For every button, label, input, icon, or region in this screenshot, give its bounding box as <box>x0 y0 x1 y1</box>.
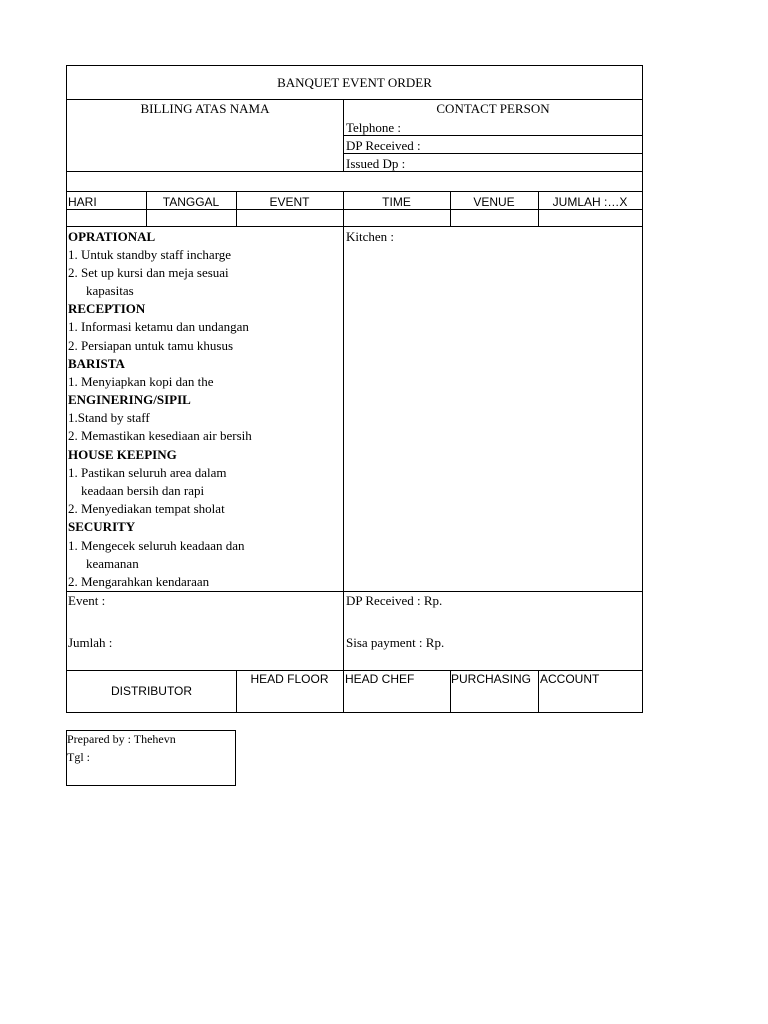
dept-item: 2. Menyediakan tempat sholat <box>68 501 225 516</box>
issued-dp-label: Issued Dp : <box>346 156 406 171</box>
dept-item: keadaan bersih dan rapi <box>81 483 205 498</box>
dept-barista: BARISTA <box>68 356 125 371</box>
rule <box>67 191 642 192</box>
dept-item: kapasitas <box>86 283 134 298</box>
event-label: Event : <box>68 593 106 608</box>
prepared-box <box>66 730 236 786</box>
col-venue: VENUE <box>473 195 515 209</box>
kitchen-label: Kitchen : <box>346 229 395 244</box>
prepared-tgl: Tgl : <box>67 750 90 764</box>
dept-item: 1. Untuk standby staff incharge <box>68 247 232 262</box>
col-hari: HARI <box>68 195 97 209</box>
rule <box>67 226 642 227</box>
sig-account: ACCOUNT <box>540 672 600 686</box>
dept-oprational: OPRATIONAL <box>68 229 156 244</box>
banquet-event-order-form <box>66 65 643 713</box>
sig-head-chef: HEAD CHEF <box>345 672 415 686</box>
dept-engineering: ENGINERING/SIPIL <box>68 392 191 407</box>
dept-house-keeping: HOUSE KEEPING <box>68 447 177 462</box>
dept-security: SECURITY <box>68 519 136 534</box>
dept-item: 1. Mengecek seluruh keadaan dan <box>68 538 245 553</box>
sig-purchasing: PURCHASING <box>451 672 532 686</box>
dp-received-label: DP Received : <box>346 138 421 153</box>
dept-reception: RECEPTION <box>68 301 146 316</box>
dept-item: 1. Informasi ketamu dan undangan <box>68 319 249 334</box>
sig-distributor: DISTRIBUTOR <box>110 684 193 698</box>
rule <box>343 191 344 712</box>
rule <box>67 591 642 592</box>
sig-head-floor: HEAD FLOOR <box>250 672 329 686</box>
dept-item: 2. Memastikan kesediaan air bersih <box>68 428 252 443</box>
col-event: EVENT <box>269 195 310 209</box>
dept-item: 2. Persiapan untuk tamu khusus <box>68 338 234 353</box>
telphone-label: Telphone : <box>346 120 402 135</box>
dept-item: 1. Menyiapkan kopi dan the <box>68 374 214 389</box>
col-jumlah: JUMLAH :…X <box>552 195 628 209</box>
dept-item: 2. Set up kursi dan meja sesuai <box>68 265 229 280</box>
col-tanggal: TANGGAL <box>162 195 220 209</box>
dept-item: 2. Mengarahkan kendaraan <box>68 574 210 589</box>
rule <box>538 670 539 712</box>
dept-item: keamanan <box>86 556 139 571</box>
contact-header: CONTACT PERSON <box>436 101 550 116</box>
sisa-payment-label: Sisa payment : Rp. <box>346 635 445 650</box>
form-title: BANQUET EVENT ORDER <box>277 75 432 90</box>
rule <box>67 99 642 100</box>
dept-item: 1. Pastikan seluruh area dalam <box>68 465 227 480</box>
dp-received-rp-label: DP Received : Rp. <box>346 593 443 608</box>
billing-header: BILLING ATAS NAMA <box>140 101 270 116</box>
jumlah-label: Jumlah : <box>68 635 113 650</box>
dept-item: 1.Stand by staff <box>68 410 150 425</box>
col-time: TIME <box>382 195 411 209</box>
prepared-by: Prepared by : Thehevn <box>67 732 176 746</box>
